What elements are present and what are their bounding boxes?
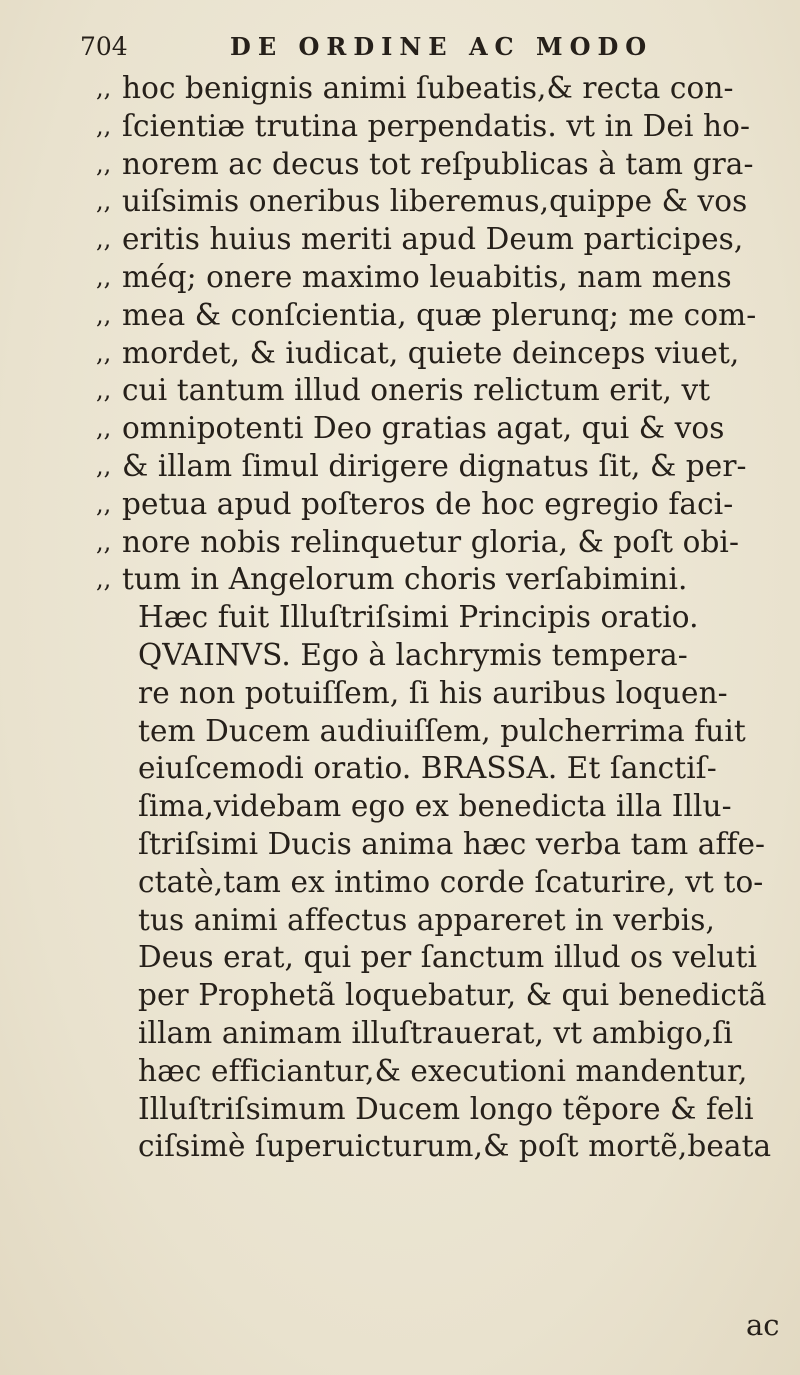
- text-line: [0, 1128, 800, 1166]
- quotation-mark: ,,: [96, 149, 112, 178]
- line-text: illam animam illuſtrauerat, vt ambigo,ſi: [138, 1015, 733, 1050]
- line-text: tum in Angelorum choris verſabimini.: [122, 562, 688, 597]
- quotation-mark: ,,: [96, 451, 112, 480]
- line-text: hæc efficiantur,& executioni mandentur,: [138, 1053, 748, 1088]
- text-line: [0, 599, 800, 637]
- line-text: QVAINVS. Ego à lachrymis tempera-: [138, 637, 688, 672]
- text-line: [0, 146, 800, 184]
- line-text: ſima,videbam ego ex benedicta illa Illu-: [138, 789, 732, 824]
- line-text: omnipotenti Deo gratias agat, qui & vos: [122, 411, 725, 446]
- text-line: [0, 259, 800, 297]
- text-line: [0, 410, 800, 448]
- text-line: [0, 108, 800, 146]
- text-line: [0, 1053, 800, 1091]
- quotation-mark: ,,: [96, 111, 112, 140]
- text-line: [0, 713, 800, 751]
- quotation-mark: ,,: [96, 74, 112, 102]
- line-text: eritis huius meriti apud Deum participes,: [122, 222, 744, 257]
- text-line: [0, 675, 800, 713]
- text-line: [0, 1015, 800, 1053]
- line-text: tus animi affectus appareret in verbis,: [138, 902, 716, 937]
- line-text: mea & conſcientia, quæ plerunq; me com-: [122, 297, 757, 332]
- quotation-mark: ,,: [96, 414, 112, 443]
- text-line: [0, 524, 800, 562]
- line-text: norem ac decus tot reſpublicas à tam gra-: [122, 146, 754, 181]
- running-head: DE ORDINE AC MODO: [230, 32, 654, 61]
- line-text: ciſsimè ſuperuicturum,& poſt mortẽ,beata: [138, 1129, 772, 1164]
- text-line: [0, 372, 800, 410]
- page-header: [76, 26, 760, 70]
- text-line: [0, 561, 800, 599]
- quotation-mark: ,,: [96, 376, 112, 405]
- line-text: uiſsimis oneribus liberemus,quippe & vos: [122, 184, 748, 219]
- catchword: ac: [746, 1308, 780, 1342]
- line-text: nore nobis relinquetur gloria, & poſt obi-: [122, 524, 740, 559]
- text-line: [0, 939, 800, 977]
- line-text: Illuſtriſsimum Ducem longo tẽpore & feli: [138, 1091, 754, 1126]
- text-line: [0, 864, 800, 902]
- text-line: [0, 297, 800, 335]
- line-text: ctatè,tam ex intimo corde ſcaturire, vt to-: [138, 864, 764, 899]
- quotation-mark: ,,: [96, 300, 112, 329]
- quotation-mark: ,,: [96, 338, 112, 367]
- text-line: [0, 826, 800, 864]
- text-line: [0, 1091, 800, 1129]
- text-line: [0, 183, 800, 221]
- line-text: méq; onere maximo leuabitis, nam mens: [122, 259, 732, 294]
- text-line: [0, 335, 800, 373]
- line-text: mordet, & iudicat, quiete deinceps viuet,: [122, 335, 740, 370]
- text-line: [0, 637, 800, 675]
- line-text: Deus erat, qui per ſanctum illud os veluti: [138, 940, 758, 975]
- text-line: [0, 788, 800, 826]
- line-text: & illam ſimul dirigere dignatus ſit, & per-: [122, 448, 747, 483]
- line-text: per Prophetã loquebatur, & qui benedictã: [138, 978, 767, 1013]
- line-text: cui tantum illud oneris relictum erit, vt: [122, 373, 711, 408]
- text-line: [0, 221, 800, 259]
- text-block: [0, 70, 800, 1166]
- line-text: ſcientiæ trutina perpendatis. vt in Dei ho-: [122, 108, 751, 143]
- text-line: [0, 977, 800, 1015]
- quotation-mark: ,,: [96, 527, 112, 556]
- line-text: tem Ducem audiuiſſem, pulcherrima fuit: [138, 713, 746, 748]
- quotation-mark: ,,: [96, 565, 112, 594]
- line-text: re non potuiſſem, ſi his auribus loquen-: [138, 675, 728, 710]
- text-line: [0, 448, 800, 486]
- quotation-mark: ,,: [96, 187, 112, 216]
- line-text: hoc benignis animi ſubeatis,& recta con-: [122, 71, 734, 105]
- line-text: Hæc fuit Illuſtriſsimi Principis oratio.: [138, 600, 699, 635]
- line-text: eiuſcemodi oratio. BRASSA. Et ſanctiſ-: [138, 751, 717, 786]
- quotation-mark: ,,: [96, 489, 112, 518]
- line-text: ſtriſsimi Ducis anima hæc verba tam affe-: [138, 826, 766, 861]
- text-line: [0, 486, 800, 524]
- text-line: [0, 70, 800, 108]
- quotation-mark: ,,: [96, 262, 112, 291]
- line-text: petua apud poſteros de hoc egregio faci-: [122, 486, 734, 521]
- text-line: [0, 750, 800, 788]
- quotation-mark: ,,: [96, 225, 112, 254]
- page-number: 704: [80, 32, 128, 61]
- text-line: [0, 902, 800, 940]
